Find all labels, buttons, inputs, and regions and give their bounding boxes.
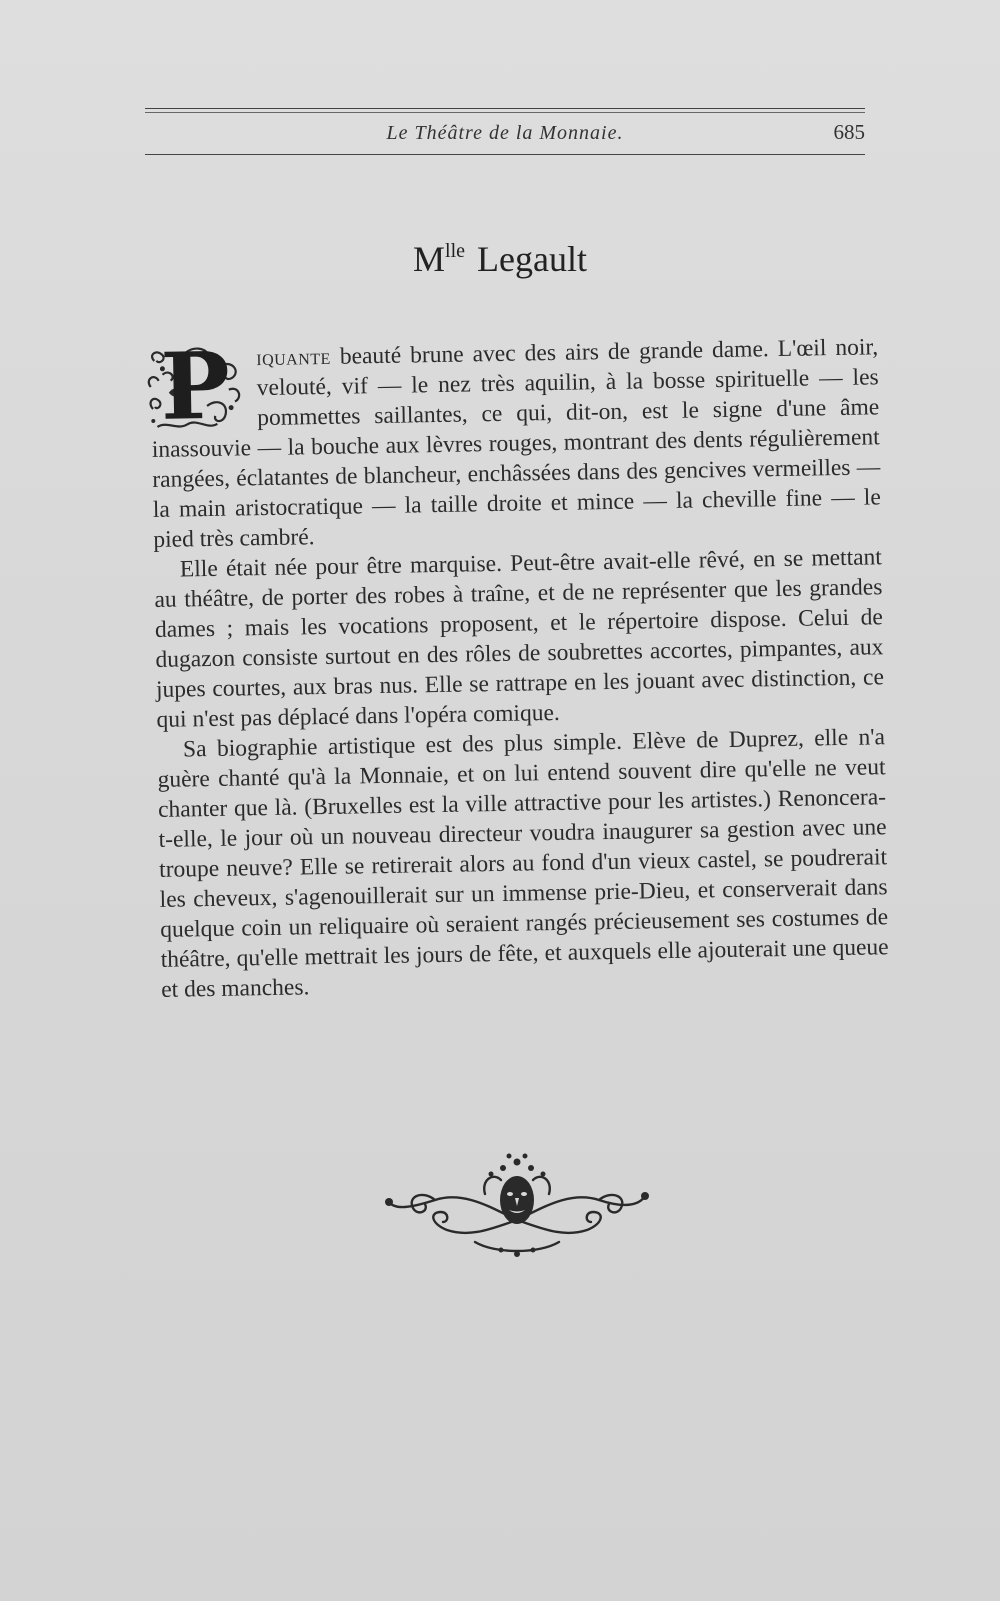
paragraph-3: Sa biographie artistique est des plus simple. Elève de Duprez, elle n'a guère chanté qu'à la Monnaie, et on lui entend souvent dire qu'elle ne veut chanter que là. (Bruxelles est la ville attractive pour les artistes.) Renoncera-t-elle, le jour où un nouveau directeur voudra inaugurer sa gestion avec une troupe neuve? Elle se retirerait alors au fond d'un vieux castel, se poudrerait les cheveux, s'agenouillerait sur un immense prie-Dieu, et conserverait dans quelque coin un reliquaire où seraient rangés précieusement ses costumes de théâtre, qu'elle mettrait les jours de fête, et auxquels elle ajouterait une queue et des manches. [157,724,889,1003]
article-title [0,238,1000,280]
running-head-title: Le Théâtre de la Monnaie. [386,122,624,144]
page-number: 685 [833,120,865,144]
grotesque-mask-scroll-ornament-icon [385,1150,650,1260]
paragraph-2: Elle était née pour être marquise. Peut-être avait-elle rêvé, en se mettant au théâtre, de porter des robes à traîne, et de ne représenter que les grandes dames ; mais les vocations proposent, et le répertoire dispose. Celui de dugazon consiste surtout en des rôles de soubrettes accortes, pimpantes, aux jupes courtes, aux bras nus. Elle se rattrape en les jouant avec distinction, ce qui n'est pas déplacé dans l'opéra comique. [154,544,885,733]
paragraph-1 [150,332,882,555]
header-rule-top-thin [145,112,865,113]
header-rule-top [145,108,865,109]
title-name: Legault [477,239,587,279]
paragraph-1-text: beauté brune avec des airs de grande dame. L'œil noir, velouté, vif — le nez très aquilin, à la bosse spirituelle — les pommettes saillantes, ce qui, dit-on, est le signe d'une âme inassouvie — la bouche aux lèvres rouges, montrant des dents régulièrement rangées, éclatantes de blancheur, enchâssées dans des gencives vermeilles — la main aristocratique — la taille droite et mince — la cheville fine — le pied très cambré. [151,334,881,553]
article-body [150,332,889,1005]
ornate-initial-flourish-icon [146,331,246,441]
dropcap-letter: P [159,331,231,441]
header-rule-bottom [145,154,865,155]
title-superscript: lle [445,240,466,262]
title-prefix: M [413,239,446,279]
running-head [145,108,865,158]
lead-smallcaps: iquante [256,343,332,372]
